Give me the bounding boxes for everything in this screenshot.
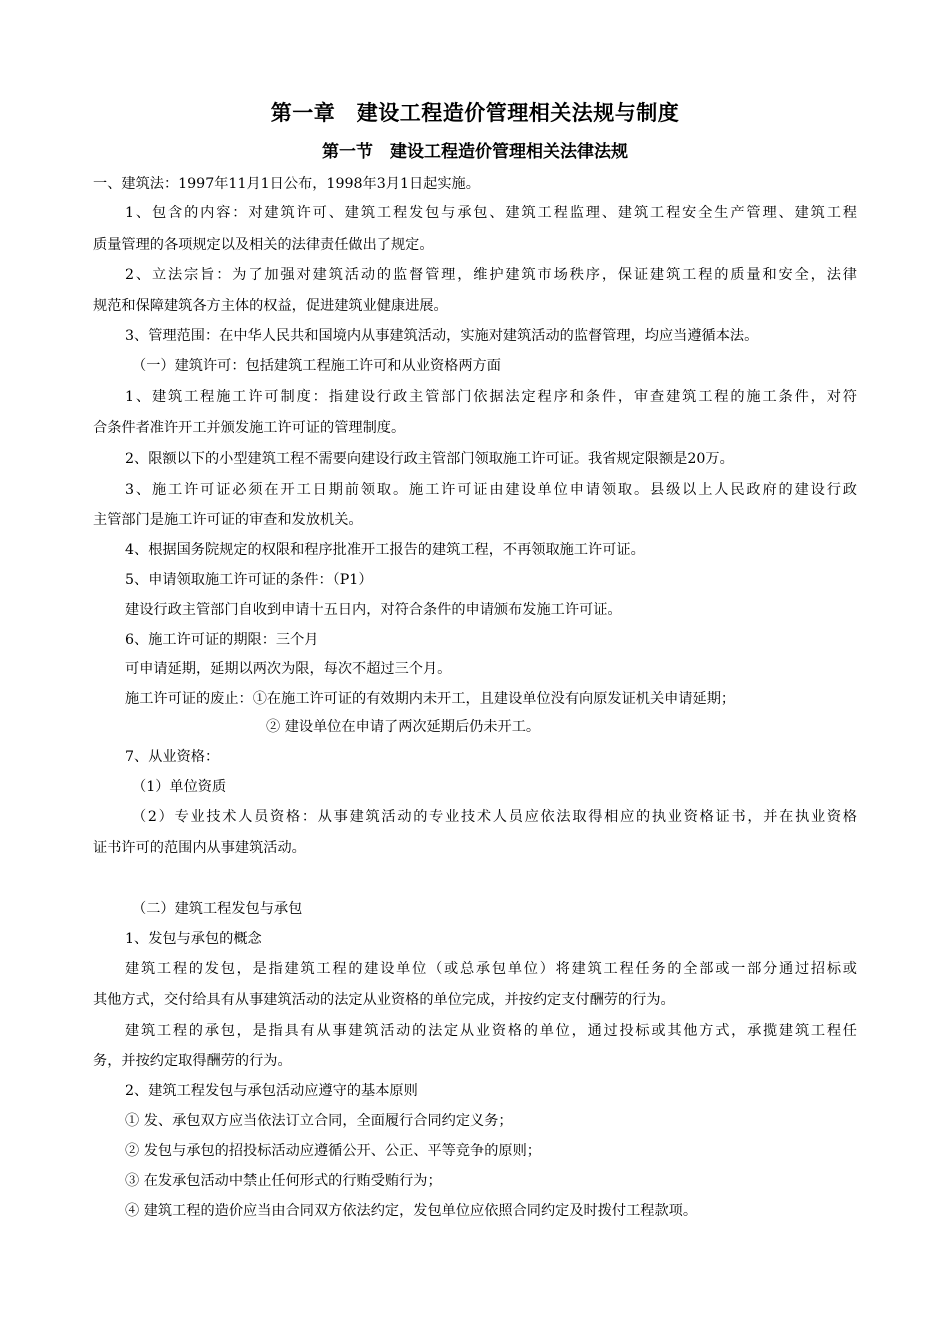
text-line: 证书许可的范围内从事建筑活动。: [93, 840, 306, 856]
text-line: 一、建筑法：1997年11月1日公布，1998年3月1日起实施。: [93, 176, 480, 192]
text-line: 5、申请领取施工许可证的条件：（P1）: [125, 572, 373, 588]
text-line: 建筑工程的承包，是指具有从事建筑活动的法定从业资格的单位，通过投标或其他方式，承揽建筑工程任: [125, 1023, 857, 1039]
text-line: 2、建筑工程发包与承包活动应遵守的基本原则: [125, 1083, 418, 1099]
text-line: 可申请延期，延期以两次为限，每次不超过三个月。: [125, 661, 452, 677]
text-line: ② 发包与承包的招投标活动应遵循公开、公正、平等竞争的原则；: [125, 1143, 541, 1159]
text-line: ① 发、承包双方应当依法订立合同，全面履行合同约定义务；: [125, 1113, 513, 1129]
text-line: 6、施工许可证的期限：三个月: [125, 632, 319, 648]
text-line: 建筑工程的发包，是指建筑工程的建设单位（或总承包单位）将建筑工程任务的全部或一部分通过招标或: [125, 961, 857, 977]
text-line: 施工许可证的废止：①在施工许可证的有效期内未开工，且建设单位没有向原发证机关申请延期；: [125, 691, 736, 707]
text-line: 1、包含的内容：对建筑许可、建筑工程发包与承包、建筑工程监理、建筑工程安全生产管理、建筑工程: [125, 205, 857, 221]
text-line: 质量管理的各项规定以及相关的法律责任做出了规定。: [93, 237, 434, 253]
text-line: 7、从业资格：: [125, 749, 220, 765]
text-line: ④ 建筑工程的造价应当由合同双方依法约定，发包单位应依照合同约定及时拨付工程款项。: [125, 1203, 698, 1219]
text-line: （一）建筑许可：包括建筑工程施工许可和从业资格两方面: [132, 358, 501, 374]
chapter-title: 第一章 建设工程造价管理相关法规与制度: [270, 101, 680, 125]
section-title: 第一节 建设工程造价管理相关法律法规: [322, 142, 628, 162]
text-line: 主管部门是施工许可证的审查和发放机关。: [93, 512, 363, 528]
text-line: ② 建设单位在申请了两次延期后仍未开工。: [266, 719, 541, 735]
text-line: 建设行政主管部门自收到申请十五日内，对符合条件的申请颁布发施工许可证。: [125, 602, 622, 618]
text-line: ③ 在发承包活动中禁止任何形式的行贿受贿行为；: [125, 1173, 442, 1189]
text-line: 1、发包与承包的概念: [125, 931, 262, 947]
text-line: 3、施工许可证必须在开工日期前领取。施工许可证由建设单位申请领取。县级以上人民政府的建设行政: [125, 482, 857, 498]
text-line: 其他方式，交付给具有从事建筑活动的法定从业资格的单位完成，并按约定支付酬劳的行为。: [93, 992, 675, 1008]
text-line: 4、根据国务院规定的权限和程序批准开工报告的建筑工程，不再领取施工许可证。: [125, 542, 645, 558]
text-line: （2）专业技术人员资格：从事建筑活动的专业技术人员应依法取得相应的执业资格证书，并在执业资格: [132, 809, 857, 825]
text-line: （二）建筑工程发包与承包: [132, 901, 303, 917]
text-line: 2、限额以下的小型建筑工程不需要向建设行政主管部门领取施工许可证。我省规定限额是20万。: [125, 451, 734, 467]
text-line: 规范和保障建筑各方主体的权益，促进建筑业健康进展。: [93, 298, 448, 314]
text-line: 合条件者准许开工并颁发施工许可证的管理制度。: [93, 420, 406, 436]
text-line: 1、建筑工程施工许可制度：指建设行政主管部门依据法定程序和条件，审查建筑工程的施工条件，对符: [125, 389, 857, 405]
text-line: （1）单位资质: [132, 779, 227, 795]
text-line: 务，并按约定取得酬劳的行为。: [93, 1053, 292, 1069]
text-line: 2、立法宗旨：为了加强对建筑活动的监督管理，维护建筑市场秩序，保证建筑工程的质量和安全，法律: [125, 267, 857, 283]
text-line: 3、管理范围：在中华人民共和国境内从事建筑活动，实施对建筑活动的监督管理，均应当遵循本法。: [125, 328, 759, 344]
